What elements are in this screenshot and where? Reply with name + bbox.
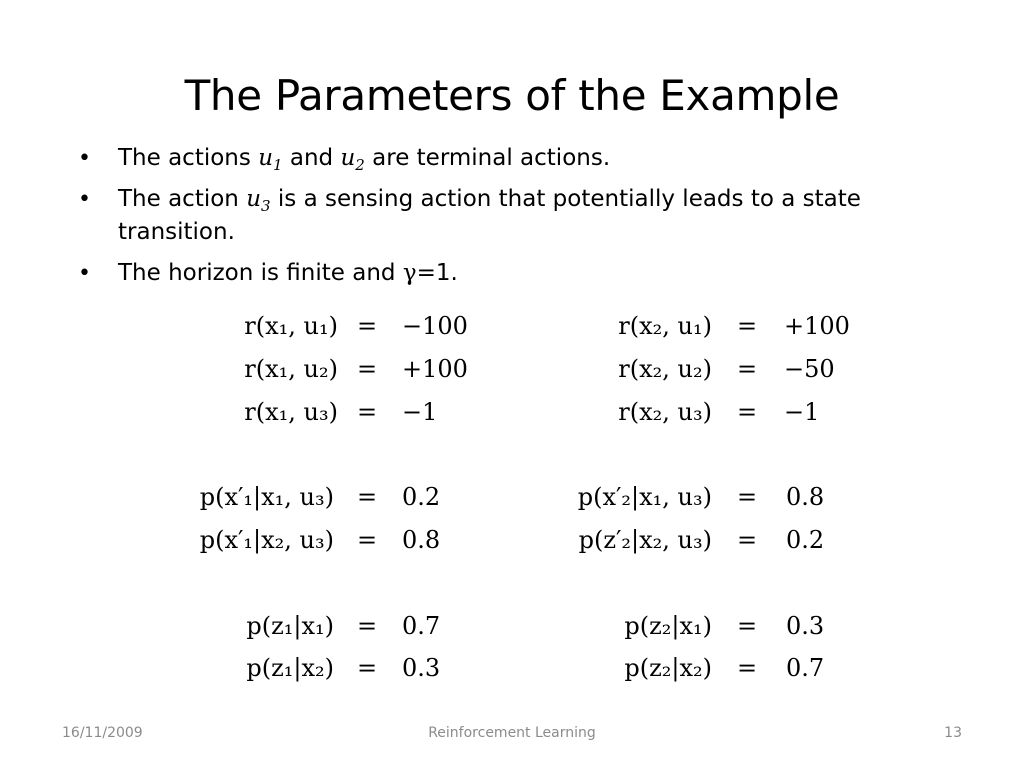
equation-rhs: 0.7 — [786, 654, 825, 682]
equals-sign: = — [356, 526, 378, 554]
transition-eq-right-2 — [0, 525, 1024, 555]
equation-lhs: p(z₂|x₁) — [624, 612, 712, 640]
bullet-terminal-actions — [76, 142, 956, 175]
equation-lhs: r(x₂, u₂) — [618, 355, 712, 383]
equals-sign: = — [736, 398, 758, 426]
math-subscript: 2 — [355, 156, 365, 174]
equation-lhs: p(x′₁|x₂, u₃) — [199, 526, 334, 554]
equals-sign: = — [736, 526, 758, 554]
equation-rhs: 0.8 — [402, 526, 441, 554]
equation-lhs: p(x′₂|x₁, u₃) — [577, 483, 712, 511]
reward-eq-x2-u3 — [0, 397, 1024, 427]
equation-rhs: 0.3 — [402, 654, 441, 682]
bullet-text: =1. — [416, 260, 458, 286]
footer-date: 16/11/2009 — [62, 725, 143, 741]
math-variable — [340, 145, 365, 174]
math-var-symbol: u — [340, 145, 356, 171]
measurement-eq-z2-x2 — [0, 653, 1024, 683]
equals-sign: = — [356, 355, 378, 383]
measurement-eq-z2-x1 — [0, 611, 1024, 641]
bullet-icon: • — [78, 146, 91, 171]
math-variable — [246, 186, 271, 215]
equation-lhs: p(z₁|x₁) — [246, 612, 334, 640]
equals-sign: = — [356, 312, 378, 340]
bullet-text: The actions — [118, 145, 259, 171]
math-subscript: 3 — [261, 197, 271, 215]
reward-eq-x2-u2 — [0, 354, 1024, 384]
equals-sign: = — [356, 398, 378, 426]
bullet-icon: • — [78, 261, 91, 286]
equation-lhs: p(z₂|x₂) — [624, 654, 712, 682]
equals-sign: = — [736, 612, 758, 640]
equation-lhs: p(z′₂|x₂, u₃) — [578, 526, 712, 554]
bullet-text: and — [282, 145, 341, 171]
reward-eq-x2-u1 — [0, 311, 1024, 341]
equation-lhs: r(x₂, u₁) — [618, 312, 712, 340]
bullet-text: The action — [118, 186, 247, 212]
equals-sign: = — [736, 654, 758, 682]
equals-sign: = — [736, 355, 758, 383]
equation-rhs: +100 — [402, 355, 468, 383]
equation-rhs: −50 — [784, 355, 835, 383]
equation-lhs: p(z₁|x₂) — [246, 654, 334, 682]
equation-rhs: −100 — [402, 312, 468, 340]
equation-rhs: 0.2 — [786, 526, 825, 554]
math-var-symbol: u — [246, 186, 262, 212]
equals-sign: = — [356, 612, 378, 640]
equation-lhs: p(x′₁|x₁, u₃) — [199, 483, 334, 511]
equals-sign: = — [356, 654, 378, 682]
footer-title: Reinforcement Learning — [428, 725, 596, 741]
equation-rhs: 0.2 — [402, 483, 441, 511]
bullet-sensing-action — [76, 183, 956, 249]
equation-lhs: r(x₁, u₂) — [244, 355, 338, 383]
transition-eq-right-1 — [0, 482, 1024, 512]
bullet-text: The horizon is finite and — [118, 260, 403, 286]
equation-lhs: r(x₁, u₁) — [244, 312, 338, 340]
equation-rhs: +100 — [784, 312, 850, 340]
math-var-symbol: u — [258, 145, 274, 171]
equals-sign: = — [356, 483, 378, 511]
bullet-list — [76, 142, 956, 298]
equation-rhs: 0.7 — [402, 612, 441, 640]
bullet-horizon — [76, 257, 956, 290]
page-number: 13 — [944, 725, 962, 741]
equals-sign: = — [736, 483, 758, 511]
equation-rhs: −1 — [402, 398, 438, 426]
equation-lhs: r(x₁, u₃) — [244, 398, 338, 426]
bullet-text: is a sensing action that potentially leads to a state transition. — [118, 186, 861, 245]
equals-sign: = — [736, 312, 758, 340]
gamma-symbol: γ — [402, 260, 417, 286]
equation-rhs: −1 — [784, 398, 820, 426]
equation-rhs: 0.3 — [786, 612, 825, 640]
math-variable — [258, 145, 283, 174]
math-subscript: 1 — [273, 156, 283, 174]
equation-lhs: r(x₂, u₃) — [618, 398, 712, 426]
bullet-icon: • — [78, 187, 91, 212]
equation-rhs: 0.8 — [786, 483, 825, 511]
slide-title: The Parameters of the Example — [184, 71, 840, 120]
bullet-text: are terminal actions. — [364, 145, 611, 171]
